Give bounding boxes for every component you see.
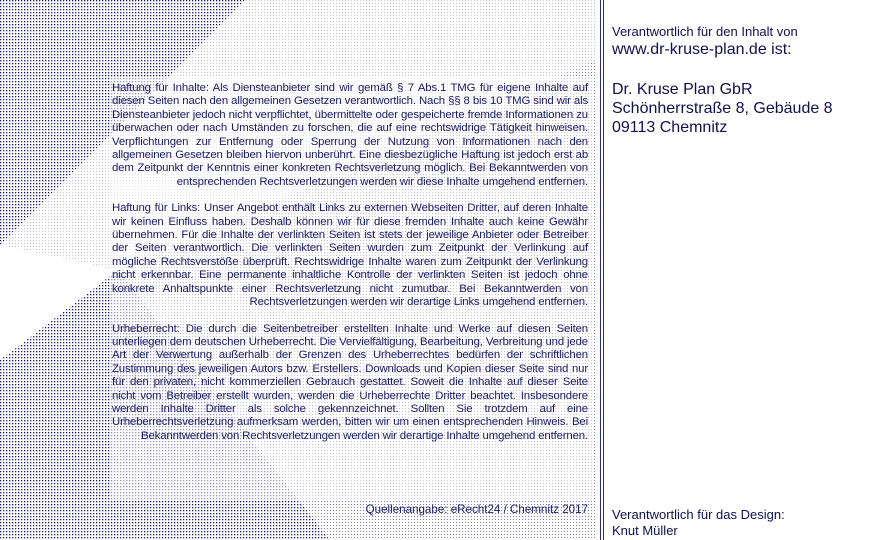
street-address: Schönherrstraße 8, Gebäude 8 [612,100,833,117]
designer-name: Knut Müller [612,523,678,538]
divider-right [603,0,604,540]
design-responsible-label: Verantwortlich für das Design: [612,507,785,522]
divider-left [600,0,601,540]
source-note: Quellenangabe: eRecht24 / Chemnitz 2017 [365,503,588,516]
city-address: 09113 Chemnitz [612,119,728,136]
urheberrecht-paragraph: Urheberrecht: Die durch die Seitenbetreiber erstellten Inhalte und Werke auf diesen Seiten unterliegen dem deutschen Urheberrecht. Die Vervielfältigung, Bearbeitung, Verbreitung und jede Art der Verwertung außerhalb der Grenzen des Urheberrechtes bedürfen der schriftlichen Zustimmung des jeweiligen Autors bzw. Erstellers. Downloads und Kopien dieser Seite sind nur für den privaten, nicht kommerziellen Gebrauch gestattet. Soweit die Inhalte auf dieser Seite nicht vom Betreiber erstellt wurden, werden die Urheberrechte Dritter beachtet. Insbesondere werden Inhalte Dritter als solche gekennzeichnet. Sollten Sie trotzdem auf eine Urheberrechtsverletzung aufmerksam werden, bitten wir um einen entsprechenden Hinweis. Bei Bekanntwerden von Rechtsverletzungen werden wir derartige Inhalte umgehend entfernen. [112,322,588,442]
company-name: Dr. Kruse Plan GbR [612,81,753,98]
content-responsible-label: Verantwortlich für den Inhalt von [612,24,798,39]
website-text: www.dr-kruse-plan.de ist: [612,41,792,58]
legal-text-block [112,82,588,456]
haftung-inhalte-paragraph: Haftung für Inhalte: Als Diensteanbieter sind wir gemäß § 7 Abs.1 TMG für eigene Inhalte auf diesen Seiten nach den allgemeinen Gesetzen verantwortlich. Nach §§ 8 bis 10 TMG sind wir als Diensteanbieter jedoch nicht verpflichtet, übermittelte oder gespeicherte fremde Informationen zu überwachen oder nach Umständen zu forschen, die auf eine rechtswidrige Tätigkeit hinweisen. Verpflichtungen zur Entfernung oder Sperrung der Nutzung von Informationen nach den allgemeinen Gesetzen bleiben hiervon unberührt. Eine diesbezügliche Haftung ist jedoch erst ab dem Zeitpunkt der Kenntnis einer konkreten Rechtsverletzung möglich. Bei Bekanntwerden von entsprechenden Rechtsverletzungen werden wir diese Inhalte umgehend entfernen. [112,82,588,188]
haftung-links-paragraph: Haftung für Links: Unser Angebot enthält Links zu externen Webseiten Dritter, auf deren Inhalte wir keinen Einfluss haben. Deshalb können wir für diese fremden Inhalte auch keine Gewähr übernehmen. Für die Inhalte der verlinkten Seiten ist stets der jeweilige Anbieter oder Betreiber der Seiten verantwortlich. Die verlinkten Seiten wurden zum Zeitpunkt der Verlinkung auf mögliche Rechtsverstöße überprüft. Rechtswidrige Inhalte waren zum Zeitpunkt der Verlinkung nicht erkennbar. Eine permanente inhaltliche Kontrolle der verlinkten Seiten ist jedoch ohne konkrete Anhaltspunkte einer Rechtsverletzung nicht zumutbar. Bei Bekanntwerden von Rechtsverletzungen werden wir derartige Links umgehend entfernen. [112,202,588,309]
